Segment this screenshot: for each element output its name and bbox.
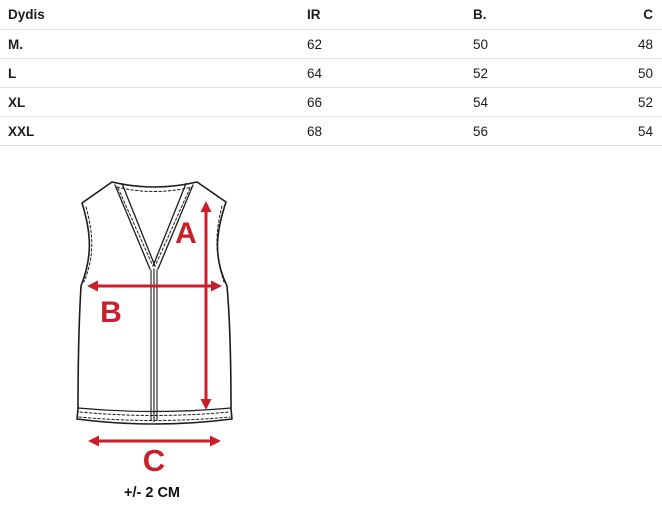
column-header-size: Dydis bbox=[0, 0, 299, 30]
column-header-c: C bbox=[631, 0, 662, 30]
table-row-m bbox=[0, 30, 662, 59]
table-row-l bbox=[0, 59, 662, 88]
value-cell-ir: 62 bbox=[299, 30, 465, 59]
arrowhead-icon bbox=[88, 436, 99, 447]
size-cell: M. bbox=[0, 30, 299, 59]
size-cell: XXL bbox=[0, 117, 299, 146]
label-c: C bbox=[142, 443, 166, 478]
value-cell-b: 50 bbox=[465, 30, 631, 59]
value-cell-c: 54 bbox=[631, 117, 662, 146]
arrowhead-icon bbox=[210, 436, 221, 447]
value-cell-b: 56 bbox=[465, 117, 631, 146]
size-table bbox=[0, 0, 662, 146]
value-cell-b: 52 bbox=[465, 59, 631, 88]
size-cell: XL bbox=[0, 88, 299, 117]
table-row-xxl bbox=[0, 117, 662, 146]
value-cell-c: 48 bbox=[631, 30, 662, 59]
value-cell-c: 50 bbox=[631, 59, 662, 88]
table-row-xl bbox=[0, 88, 662, 117]
column-header-ir: IR bbox=[299, 0, 465, 30]
size-cell: L bbox=[0, 59, 299, 88]
tolerance-note: +/- 2 CM bbox=[124, 485, 180, 501]
label-a: A bbox=[175, 217, 197, 250]
value-cell-c: 52 bbox=[631, 88, 662, 117]
table-header-row bbox=[0, 0, 662, 30]
value-cell-ir: 68 bbox=[299, 117, 465, 146]
value-cell-ir: 66 bbox=[299, 88, 465, 117]
value-cell-b: 54 bbox=[465, 88, 631, 117]
column-header-b: B. bbox=[465, 0, 631, 30]
value-cell-ir: 64 bbox=[299, 59, 465, 88]
label-b: B bbox=[100, 296, 122, 329]
vest-measurement-diagram bbox=[0, 150, 340, 513]
